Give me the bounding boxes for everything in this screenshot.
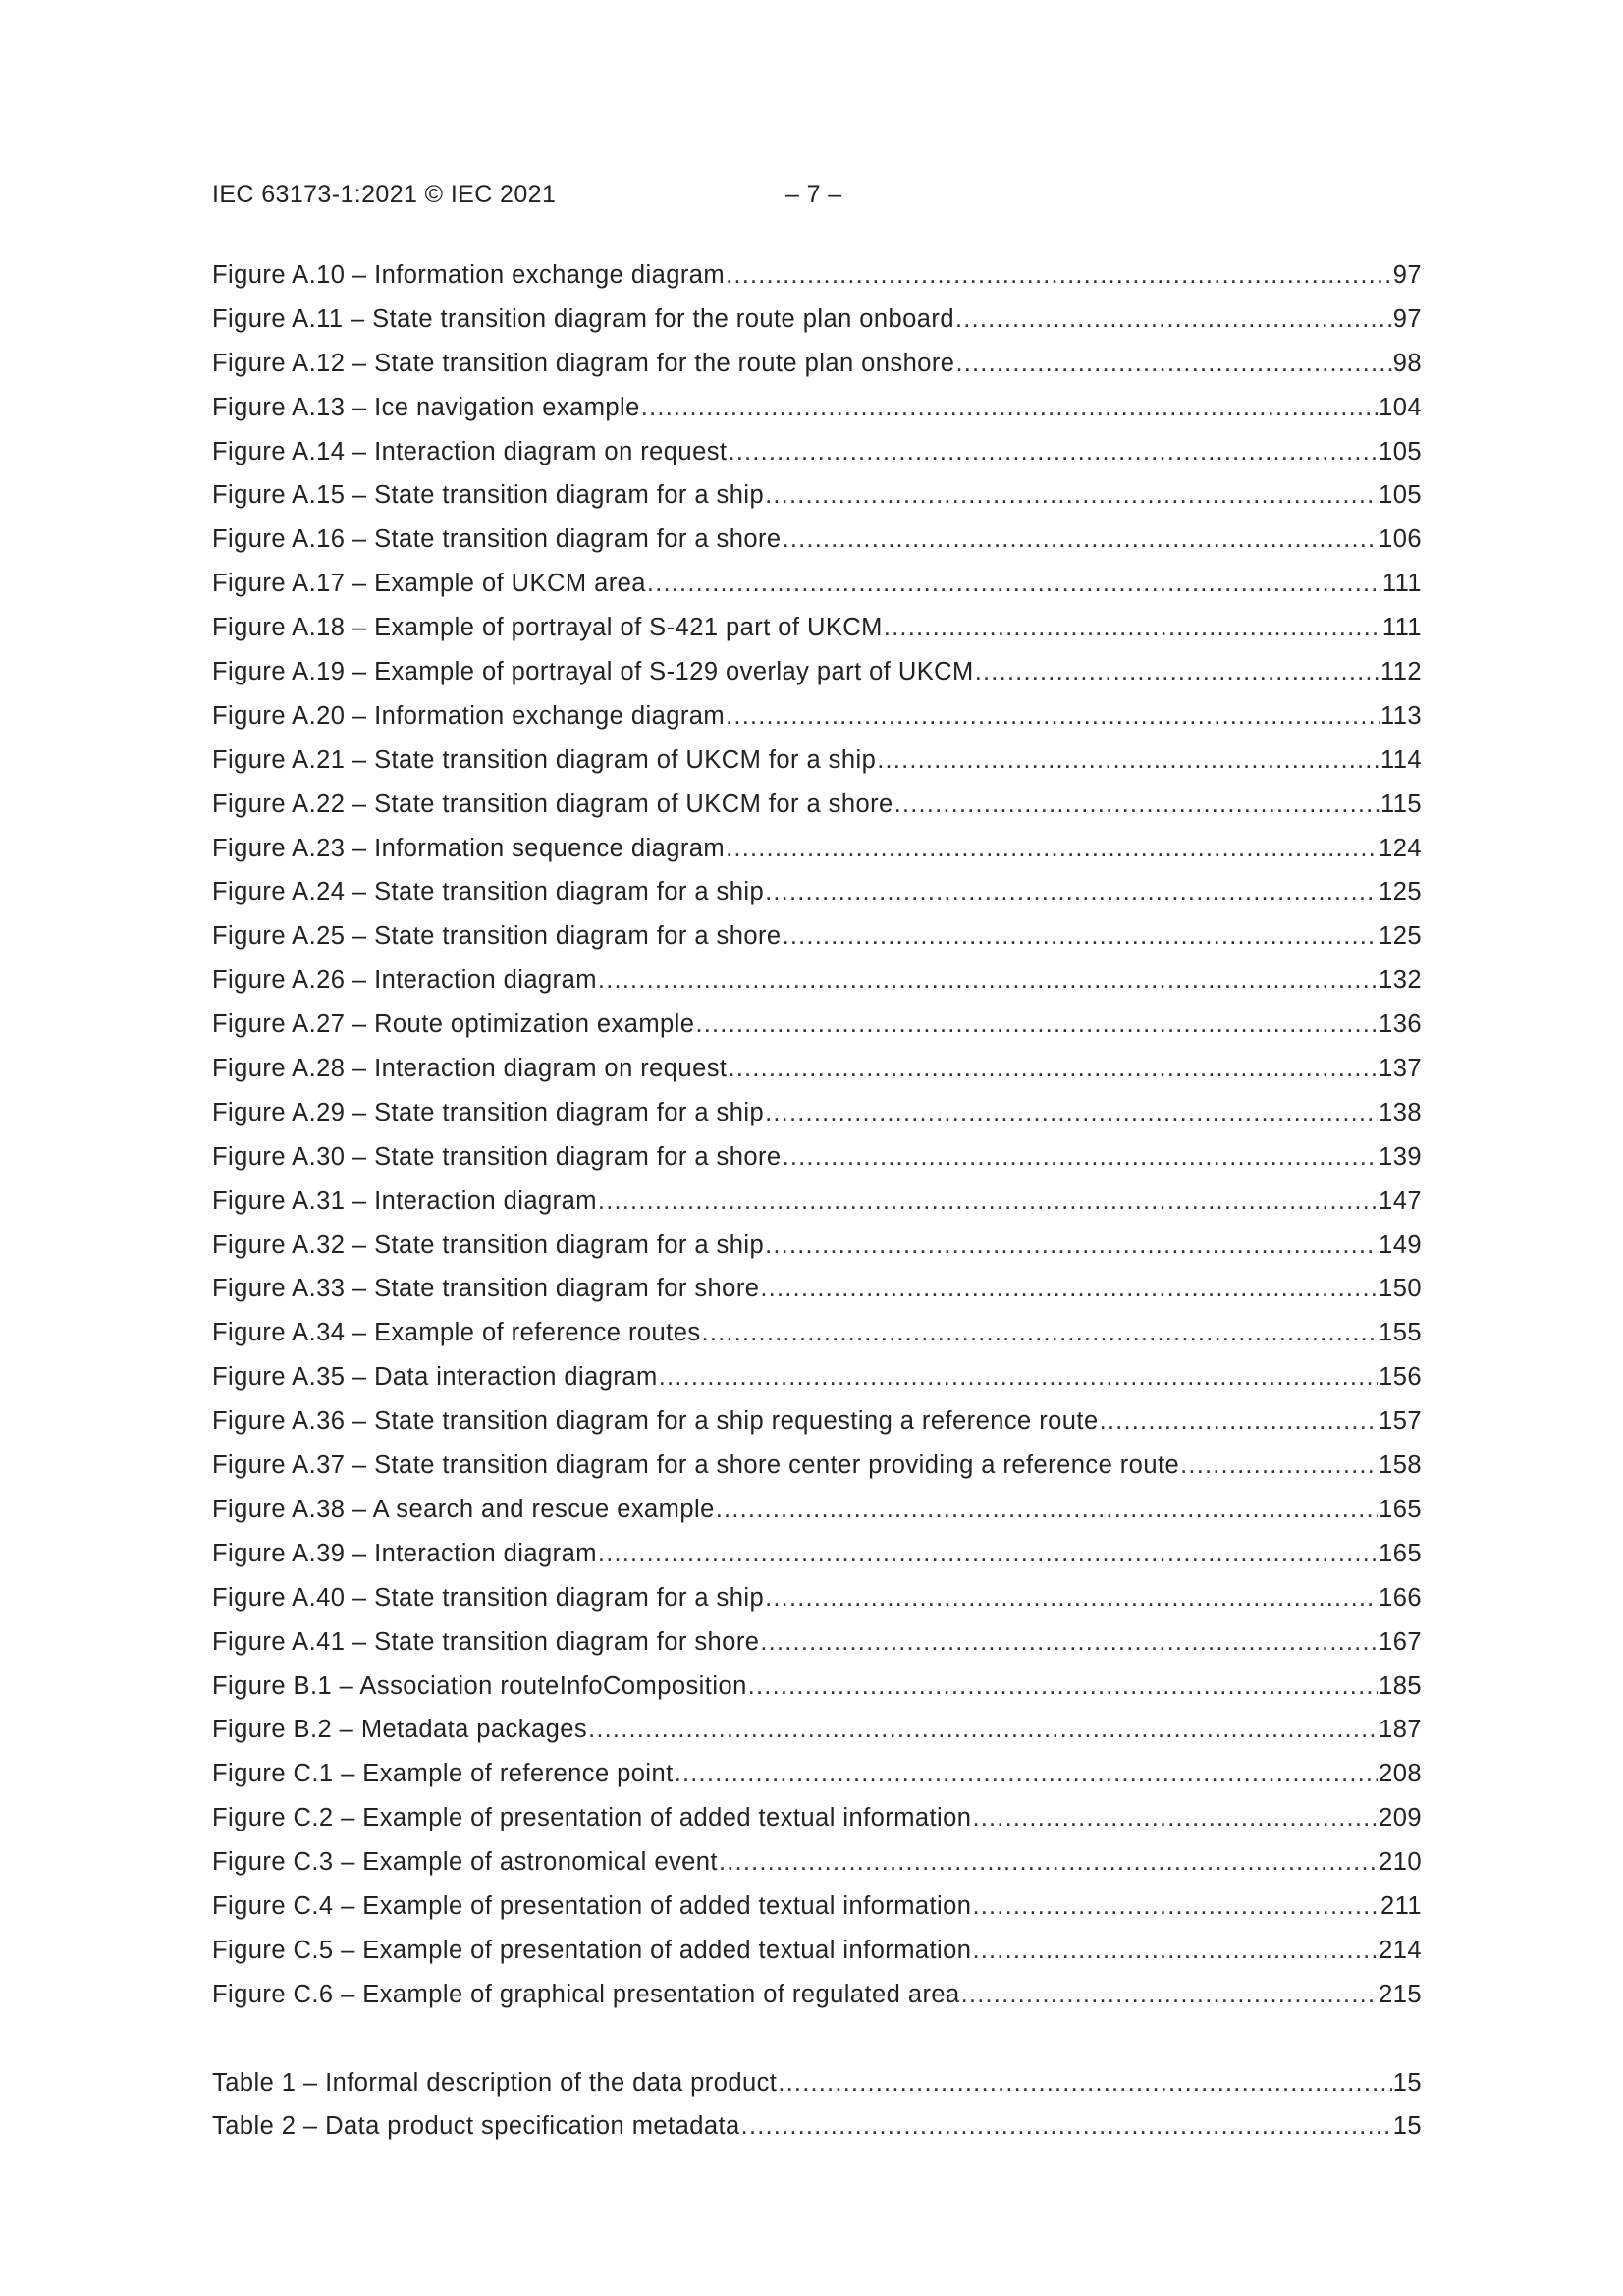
figure-entry[interactable] [212,650,1422,694]
figure-entry-title: Figure A.40 – State transition diagram for a ship [212,1583,765,1612]
figure-entry-page-number: 114 [1380,745,1422,774]
dot-leader [598,958,1378,1003]
dot-leader [972,1929,1378,1973]
figure-entry-title: Figure A.36 – State transition diagram for a ship requesting a reference route [212,1407,1099,1436]
figure-entry[interactable] [212,1708,1422,1752]
dot-leader [783,1135,1379,1179]
dot-leader [659,1355,1378,1399]
dot-leader [726,827,1378,871]
figure-entry[interactable] [212,1665,1422,1709]
figure-entry-page-number: 113 [1380,701,1422,730]
figure-entry-title: Figure A.17 – Example of UKCM area [212,570,646,598]
figure-entry[interactable] [212,342,1422,386]
figure-entry-page-number: 105 [1379,437,1422,465]
figure-entry-title: Figure A.32 – State transition diagram for a ship [212,1230,765,1259]
table-entry-title: Table 1 – Informal description of the data product [212,2068,778,2097]
figure-entry-title: Figure A.11 – State transition diagram for the route plan onboard [212,304,954,333]
dot-leader [877,738,1380,783]
figure-entry-title: Figure A.30 – State transition diagram for a shore [212,1142,782,1171]
dot-leader [675,1752,1378,1796]
figure-entry[interactable] [212,1752,1422,1796]
figure-entry-page-number: 139 [1379,1142,1422,1171]
figure-entry-page-number: 111 [1381,570,1422,598]
dot-leader [741,2105,1392,2149]
figure-entry-title: Figure A.21 – State transition diagram of UKCM for a ship [212,745,877,774]
figure-entry-title: Figure A.34 – Example of reference routes [212,1319,701,1347]
figure-entry-title: Figure C.4 – Example of presentation of added textual information [212,1891,972,1920]
figure-entry-title: Figure A.29 – State transition diagram for a ship [212,1098,765,1126]
figure-entry-title: Figure B.1 – Association routeInfoComposition [212,1671,747,1700]
figure-entry-title: Figure C.1 – Example of reference point [212,1760,674,1788]
figure-entry[interactable] [212,1091,1422,1135]
figure-entry[interactable] [212,827,1422,871]
figure-entry[interactable] [212,1885,1422,1929]
figure-entry-page-number: 156 [1379,1363,1422,1392]
figure-entry-title: Figure A.20 – Information exchange diagram [212,701,726,730]
figure-entry-page-number: 167 [1379,1627,1422,1656]
figure-entry-page-number: 157 [1379,1407,1422,1436]
figure-entry[interactable] [212,1973,1422,2017]
figure-entry-title: Figure A.31 – Interaction diagram [212,1186,597,1215]
figure-entry[interactable] [212,738,1422,783]
figure-entry[interactable] [212,1620,1422,1665]
dot-leader [884,606,1381,650]
figure-entry-title: Figure A.37 – State transition diagram for a shore center providing a reference route [212,1451,1180,1480]
list-of-figures-and-tables [212,253,1422,2149]
dot-leader [972,1796,1378,1840]
dot-leader [588,1708,1378,1752]
figure-entry-page-number: 214 [1379,1936,1422,1964]
dot-leader [726,253,1392,298]
figure-entry[interactable] [212,518,1422,562]
document-id: IEC 63173-1:2021 © IEC 2021 [212,181,557,208]
dot-leader [783,914,1379,958]
figure-entry-page-number: 149 [1379,1230,1422,1259]
figure-entry[interactable] [212,473,1422,518]
figure-entry[interactable] [212,1399,1422,1444]
figure-entry-page-number: 147 [1379,1186,1422,1215]
figure-entry-title: Figure C.2 – Example of presentation of added textual information [212,1804,972,1832]
dot-leader [765,1091,1378,1135]
figure-entry[interactable] [212,1532,1422,1576]
dot-leader [716,1488,1378,1532]
figure-entry-page-number: 215 [1379,1980,1422,2008]
dot-leader [765,473,1378,518]
dot-leader [728,430,1378,474]
table-entry-page-number: 15 [1392,2068,1422,2097]
dot-leader [783,518,1379,562]
figure-entry-page-number: 211 [1380,1891,1422,1920]
figure-entry-title: Figure A.26 – Interaction diagram [212,966,597,995]
figure-entry-page-number: 132 [1379,966,1422,995]
figure-entry[interactable] [212,386,1422,430]
dot-leader [955,298,1392,342]
figure-entry[interactable] [212,1135,1422,1179]
table-entry-title: Table 2 – Data product specification metadata [212,2112,740,2141]
figure-entry-title: Figure A.27 – Route optimization example [212,1011,695,1039]
table-list [212,2061,1422,2150]
figure-entry[interactable] [212,253,1422,298]
figure-entry[interactable] [212,562,1422,606]
figure-entry[interactable] [212,298,1422,342]
figure-entry-title: Figure A.18 – Example of portrayal of S-421 part of UKCM [212,614,883,642]
figure-entry-title: Figure A.14 – Interaction diagram on request [212,437,728,465]
dot-leader [1100,1399,1378,1444]
figure-entry-page-number: 97 [1392,261,1422,289]
figure-entry[interactable] [212,1929,1422,1973]
figure-entry-title: Figure A.13 – Ice navigation example [212,393,640,421]
figure-entry-page-number: 111 [1381,614,1422,642]
figure-entry-page-number: 104 [1379,393,1422,421]
figure-entry[interactable] [212,1003,1422,1047]
figure-entry[interactable] [212,958,1422,1003]
dot-leader [760,1620,1378,1665]
figure-entry[interactable] [212,870,1422,914]
figure-entry[interactable] [212,1224,1422,1268]
dot-leader [778,2061,1391,2105]
figure-entry-page-number: 137 [1379,1055,1422,1083]
figure-entry-title: Figure A.33 – State transition diagram for shore [212,1275,760,1303]
figure-entry-title: Figure C.6 – Example of graphical presentation of regulated area [212,1980,960,2008]
figure-entry-page-number: 150 [1379,1275,1422,1303]
table-entry-page-number: 15 [1392,2112,1422,2141]
figure-entry-title: Figure A.23 – Information sequence diagram [212,834,726,862]
figure-entry-page-number: 155 [1379,1319,1422,1347]
figure-entry-title: Figure A.28 – Interaction diagram on request [212,1055,728,1083]
dot-leader [961,1973,1378,2017]
figure-entry-page-number: 209 [1379,1804,1422,1832]
dot-leader [955,342,1391,386]
figure-entry-page-number: 187 [1379,1716,1422,1744]
figure-list [212,253,1422,2017]
figure-entry-page-number: 208 [1379,1760,1422,1788]
dot-leader [647,562,1381,606]
figure-entry-page-number: 158 [1379,1451,1422,1480]
figure-entry[interactable] [212,1311,1422,1355]
figure-entry-title: Figure C.3 – Example of astronomical event [212,1848,718,1877]
dot-leader [726,694,1380,738]
dot-leader [760,1267,1378,1311]
figure-entry[interactable] [212,1576,1422,1620]
figure-entry-title: Figure B.2 – Metadata packages [212,1716,588,1744]
figure-entry[interactable] [212,606,1422,650]
figure-entry-title: Figure A.41 – State transition diagram for shore [212,1627,760,1656]
dot-leader [695,1003,1378,1047]
figure-entry-title: Figure C.5 – Example of presentation of added textual information [212,1936,972,1964]
figure-entry-page-number: 165 [1379,1539,1422,1567]
figure-entry[interactable] [212,694,1422,738]
figure-entry-title: Figure A.24 – State transition diagram for a ship [212,878,765,906]
dot-leader [975,650,1380,694]
figure-entry-title: Figure A.12 – State transition diagram for the route plan onshore [212,349,955,377]
figure-entry-page-number: 105 [1379,481,1422,510]
figure-entry-page-number: 98 [1392,349,1422,377]
dot-leader [702,1311,1379,1355]
dot-leader [765,1576,1378,1620]
page-number: – 7 – [785,181,842,208]
figure-entry[interactable] [212,1047,1422,1091]
dot-leader [765,1224,1378,1268]
figure-entry-page-number: 97 [1392,304,1422,333]
table-entry[interactable] [212,2105,1422,2149]
figure-entry-page-number: 166 [1379,1583,1422,1612]
figure-entry-title: Figure A.35 – Data interaction diagram [212,1363,658,1392]
figure-entry-title: Figure A.22 – State transition diagram of UKCM for a shore [212,790,893,818]
figure-entry-title: Figure A.10 – Information exchange diagram [212,261,726,289]
figure-entry-title: Figure A.15 – State transition diagram for a ship [212,481,765,510]
dot-leader [641,386,1378,430]
figure-entry-page-number: 185 [1379,1671,1422,1700]
figure-entry[interactable] [212,1840,1422,1885]
figure-entry[interactable] [212,430,1422,474]
figure-entry-page-number: 115 [1380,790,1422,818]
figure-entry-page-number: 124 [1379,834,1422,862]
figure-entry[interactable] [212,1267,1422,1311]
figure-entry[interactable] [212,1355,1422,1399]
figure-entry[interactable] [212,1796,1422,1840]
figure-entry[interactable] [212,1179,1422,1224]
figure-entry[interactable] [212,1488,1422,1532]
figure-entry[interactable] [212,914,1422,958]
figure-entry-title: Figure A.19 – Example of portrayal of S-129 overlay part of UKCM [212,658,974,686]
figure-entry-title: Figure A.38 – A search and rescue example [212,1495,715,1523]
figure-entry-page-number: 125 [1379,878,1422,906]
figure-entry[interactable] [212,1444,1422,1488]
figure-entry-title: Figure A.16 – State transition diagram for a shore [212,525,782,554]
dot-leader [765,870,1378,914]
figure-entry-page-number: 136 [1379,1011,1422,1039]
dot-leader [894,783,1380,827]
figure-entry-title: Figure A.25 – State transition diagram for a shore [212,922,782,951]
dot-leader [719,1840,1378,1885]
figure-entry-title: Figure A.39 – Interaction diagram [212,1539,597,1567]
dot-leader [748,1665,1378,1709]
dot-leader [972,1885,1380,1929]
page-header [212,181,1430,216]
figure-entry-page-number: 138 [1379,1098,1422,1126]
dot-leader [1180,1444,1378,1488]
figure-entry-page-number: 210 [1379,1848,1422,1877]
table-entry[interactable] [212,2061,1422,2105]
dot-leader [728,1047,1378,1091]
figure-entry-page-number: 112 [1380,658,1422,686]
figure-entry-page-number: 125 [1379,922,1422,951]
figure-entry-page-number: 106 [1379,525,1422,554]
dot-leader [598,1179,1378,1224]
dot-leader [598,1532,1378,1576]
figure-entry[interactable] [212,783,1422,827]
figure-entry-page-number: 165 [1379,1495,1422,1523]
